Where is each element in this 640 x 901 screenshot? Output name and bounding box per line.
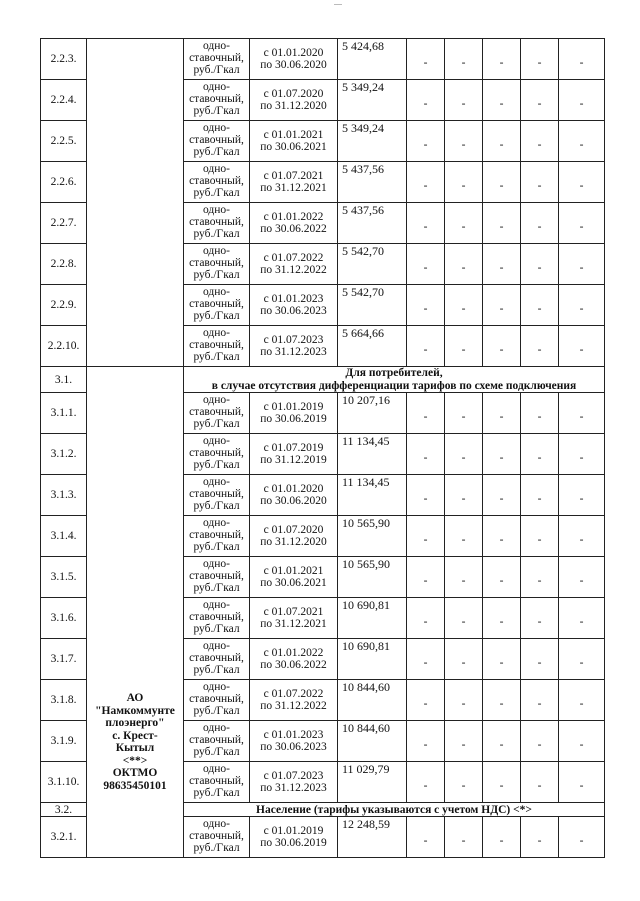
period-cell <box>250 203 338 244</box>
unit-line: одно- <box>202 763 230 775</box>
tariff-value: 10 690,81 <box>338 639 407 680</box>
empty-value-dash: - <box>445 639 483 680</box>
row-number: 2.2.6. <box>41 162 87 203</box>
unit-line: руб./Гкал <box>193 842 240 854</box>
empty-value-dash: - <box>407 393 445 434</box>
unit-line: ставочный, <box>189 134 244 146</box>
unit-cell <box>184 475 250 516</box>
period-cell <box>250 516 338 557</box>
period-cell <box>250 639 338 680</box>
period-cell <box>250 393 338 434</box>
period-end: по 31.12.2021 <box>260 618 327 630</box>
unit-line: одно- <box>202 286 230 298</box>
unit-line: одно- <box>202 163 230 175</box>
period-start: с 01.01.2021 <box>263 129 324 141</box>
section-header-row <box>41 367 605 393</box>
unit-line: руб./Гкал <box>193 623 240 635</box>
unit-line: руб./Гкал <box>193 541 240 553</box>
period-cell <box>250 80 338 121</box>
period-start: с 01.07.2020 <box>263 524 324 536</box>
organization-line: "Намкоммунте <box>95 704 175 717</box>
empty-value-dash: - <box>521 762 559 803</box>
row-number: 2.2.4. <box>41 80 87 121</box>
period-cell <box>250 162 338 203</box>
empty-value-dash: - <box>559 475 605 516</box>
tariff-value: 5 424,68 <box>338 39 407 80</box>
tariff-value: 5 437,56 <box>338 162 407 203</box>
empty-value-dash: - <box>407 80 445 121</box>
unit-line: одно- <box>202 599 230 611</box>
empty-value-dash: - <box>521 203 559 244</box>
period-cell <box>250 817 338 858</box>
empty-value-dash: - <box>407 326 445 367</box>
period-end: по 30.06.2019 <box>260 837 327 849</box>
empty-value-dash: - <box>407 203 445 244</box>
unit-cell <box>184 39 250 80</box>
unit-cell <box>184 598 250 639</box>
unit-line: ставочный, <box>189 52 244 64</box>
tariff-value: 5 349,24 <box>338 80 407 121</box>
period-end: по 31.12.2022 <box>260 700 327 712</box>
unit-line: руб./Гкал <box>193 664 240 676</box>
tariff-value: 12 248,59 <box>338 817 407 858</box>
empty-value-dash: - <box>483 39 521 80</box>
period-start: с 01.07.2019 <box>263 442 324 454</box>
empty-value-dash: - <box>483 557 521 598</box>
empty-value-dash: - <box>445 598 483 639</box>
empty-value-dash: - <box>521 39 559 80</box>
row-number: 3.1.10. <box>41 762 87 803</box>
empty-value-dash: - <box>445 162 483 203</box>
empty-value-dash: - <box>559 557 605 598</box>
empty-value-dash: - <box>521 817 559 858</box>
empty-value-dash: - <box>521 557 559 598</box>
tariff-value: 5 437,56 <box>338 203 407 244</box>
unit-line: ставочный, <box>189 447 244 459</box>
period-end: по 31.12.2021 <box>260 182 327 194</box>
unit-line: ставочный, <box>189 298 244 310</box>
unit-line: ставочный, <box>189 175 244 187</box>
unit-cell <box>184 393 250 434</box>
row-number: 2.2.8. <box>41 244 87 285</box>
period-start: с 01.01.2019 <box>263 825 324 837</box>
period-end: по 31.12.2023 <box>260 782 327 794</box>
empty-value-dash: - <box>559 516 605 557</box>
unit-line: руб./Гкал <box>193 705 240 717</box>
period-end: по 30.06.2021 <box>260 141 327 153</box>
unit-cell <box>184 557 250 598</box>
section-title-line: Для потребителей, <box>345 367 443 379</box>
tariff-value: 10 565,90 <box>338 516 407 557</box>
scan-speck <box>334 4 342 5</box>
empty-value-dash: - <box>407 285 445 326</box>
unit-line: ставочный, <box>189 611 244 623</box>
empty-value-dash: - <box>483 475 521 516</box>
period-cell <box>250 557 338 598</box>
empty-value-dash: - <box>559 639 605 680</box>
unit-line: одно- <box>202 435 230 447</box>
tariff-value: 11 029,79 <box>338 762 407 803</box>
unit-cell <box>184 721 250 762</box>
empty-value-dash: - <box>559 39 605 80</box>
tariff-value: 5 542,70 <box>338 244 407 285</box>
period-start: с 01.01.2022 <box>263 647 324 659</box>
empty-value-dash: - <box>407 162 445 203</box>
unit-line: одно- <box>202 818 230 830</box>
tariff-value: 10 207,16 <box>338 393 407 434</box>
unit-line: руб./Гкал <box>193 269 240 281</box>
empty-value-dash: - <box>559 817 605 858</box>
unit-line: руб./Гкал <box>193 582 240 594</box>
unit-cell <box>184 203 250 244</box>
empty-value-dash: - <box>407 244 445 285</box>
unit-line: одно- <box>202 122 230 134</box>
unit-line: ставочный, <box>189 257 244 269</box>
unit-cell <box>184 434 250 475</box>
empty-value-dash: - <box>521 721 559 762</box>
empty-value-dash: - <box>407 598 445 639</box>
empty-value-dash: - <box>483 203 521 244</box>
empty-value-dash: - <box>407 516 445 557</box>
section-number: 3.2. <box>41 803 87 817</box>
period-cell <box>250 285 338 326</box>
empty-value-dash: - <box>483 762 521 803</box>
period-end: по 31.12.2020 <box>260 536 327 548</box>
unit-line: руб./Гкал <box>193 500 240 512</box>
empty-value-dash: - <box>445 203 483 244</box>
period-cell <box>250 680 338 721</box>
empty-value-dash: - <box>407 680 445 721</box>
empty-value-dash: - <box>407 39 445 80</box>
unit-cell <box>184 162 250 203</box>
period-start: с 01.07.2021 <box>263 606 324 618</box>
row-number: 3.1.6. <box>41 598 87 639</box>
period-end: по 30.06.2019 <box>260 413 327 425</box>
empty-value-dash: - <box>483 162 521 203</box>
unit-line: одно- <box>202 327 230 339</box>
empty-value-dash: - <box>559 203 605 244</box>
empty-value-dash: - <box>559 285 605 326</box>
empty-value-dash: - <box>559 80 605 121</box>
organization-line: с. Крест- <box>112 729 158 742</box>
empty-value-dash: - <box>483 680 521 721</box>
unit-line: руб./Гкал <box>193 787 240 799</box>
tariff-value: 11 134,45 <box>338 475 407 516</box>
unit-line: руб./Гкал <box>193 105 240 117</box>
row-number: 2.2.7. <box>41 203 87 244</box>
empty-value-dash: - <box>483 516 521 557</box>
tariff-value: 10 844,60 <box>338 721 407 762</box>
empty-value-dash: - <box>521 162 559 203</box>
org-cell-blank <box>87 39 184 367</box>
empty-value-dash: - <box>521 121 559 162</box>
period-start: с 01.01.2023 <box>263 729 324 741</box>
empty-value-dash: - <box>521 516 559 557</box>
empty-value-dash: - <box>445 39 483 80</box>
organization-line: 98635450101 <box>103 779 167 792</box>
period-start: с 01.07.2023 <box>263 334 324 346</box>
empty-value-dash: - <box>559 762 605 803</box>
period-end: по 30.06.2020 <box>260 495 327 507</box>
row-number: 3.1.7. <box>41 639 87 680</box>
organization-line: <**> <box>122 754 148 767</box>
unit-cell <box>184 285 250 326</box>
empty-value-dash: - <box>483 326 521 367</box>
empty-value-dash: - <box>483 598 521 639</box>
empty-value-dash: - <box>483 121 521 162</box>
tariff-table-body <box>41 39 605 858</box>
period-start: с 01.01.2020 <box>263 483 324 495</box>
empty-value-dash: - <box>521 244 559 285</box>
period-end: по 30.06.2023 <box>260 741 327 753</box>
empty-value-dash: - <box>559 721 605 762</box>
row-number: 2.2.3. <box>41 39 87 80</box>
row-number: 3.1.4. <box>41 516 87 557</box>
unit-line: ставочный, <box>189 406 244 418</box>
unit-line: ставочный, <box>189 775 244 787</box>
period-end: по 30.06.2020 <box>260 59 327 71</box>
unit-line: руб./Гкал <box>193 746 240 758</box>
empty-value-dash: - <box>521 434 559 475</box>
period-start: с 01.01.2019 <box>263 401 324 413</box>
empty-value-dash: - <box>521 680 559 721</box>
empty-value-dash: - <box>483 434 521 475</box>
tariff-value: 5 664,66 <box>338 326 407 367</box>
empty-value-dash: - <box>483 80 521 121</box>
period-cell <box>250 434 338 475</box>
row-number: 3.1.8. <box>41 680 87 721</box>
period-cell <box>250 475 338 516</box>
empty-value-dash: - <box>483 393 521 434</box>
unit-line: одно- <box>202 394 230 406</box>
unit-cell <box>184 244 250 285</box>
row-number: 2.2.5. <box>41 121 87 162</box>
period-start: с 01.01.2023 <box>263 293 324 305</box>
empty-value-dash: - <box>483 244 521 285</box>
unit-line: одно- <box>202 517 230 529</box>
unit-line: одно- <box>202 558 230 570</box>
unit-line: одно- <box>202 476 230 488</box>
unit-line: ставочный, <box>189 830 244 842</box>
unit-line: ставочный, <box>189 570 244 582</box>
unit-line: руб./Гкал <box>193 310 240 322</box>
unit-line: руб./Гкал <box>193 459 240 471</box>
empty-value-dash: - <box>559 680 605 721</box>
empty-value-dash: - <box>483 817 521 858</box>
row-number: 3.1.3. <box>41 475 87 516</box>
row-number: 3.2.1. <box>41 817 87 858</box>
unit-line: руб./Гкал <box>193 418 240 430</box>
tariff-value: 11 134,45 <box>338 434 407 475</box>
empty-value-dash: - <box>559 326 605 367</box>
unit-line: одно- <box>202 722 230 734</box>
empty-value-dash: - <box>521 326 559 367</box>
period-end: по 31.12.2020 <box>260 100 327 112</box>
empty-value-dash: - <box>559 393 605 434</box>
period-cell <box>250 39 338 80</box>
row-number: 2.2.10. <box>41 326 87 367</box>
empty-value-dash: - <box>445 285 483 326</box>
empty-value-dash: - <box>559 162 605 203</box>
period-start: с 01.01.2020 <box>263 47 324 59</box>
unit-line: ставочный, <box>189 652 244 664</box>
tariff-value: 5 349,24 <box>338 121 407 162</box>
period-start: с 01.07.2023 <box>263 770 324 782</box>
empty-value-dash: - <box>407 434 445 475</box>
empty-value-dash: - <box>483 721 521 762</box>
empty-value-dash: - <box>407 557 445 598</box>
unit-line: ставочный, <box>189 93 244 105</box>
unit-line: одно- <box>202 245 230 257</box>
empty-value-dash: - <box>407 762 445 803</box>
empty-value-dash: - <box>483 639 521 680</box>
unit-line: ставочный, <box>189 216 244 228</box>
empty-value-dash: - <box>445 680 483 721</box>
unit-line: одно- <box>202 681 230 693</box>
tariff-value: 5 542,70 <box>338 285 407 326</box>
tariff-value: 10 565,90 <box>338 557 407 598</box>
unit-line: ставочный, <box>189 339 244 351</box>
empty-value-dash: - <box>407 475 445 516</box>
period-cell <box>250 598 338 639</box>
empty-value-dash: - <box>559 121 605 162</box>
empty-value-dash: - <box>521 639 559 680</box>
empty-value-dash: - <box>559 434 605 475</box>
unit-cell <box>184 762 250 803</box>
empty-value-dash: - <box>521 80 559 121</box>
organization-cell <box>87 367 184 858</box>
empty-value-dash: - <box>521 475 559 516</box>
unit-line: руб./Гкал <box>193 187 240 199</box>
empty-value-dash: - <box>559 244 605 285</box>
section-title-line: в случае отсутствия дифференциации тарифов по схеме подключения <box>211 379 577 392</box>
unit-cell <box>184 516 250 557</box>
section-number: 3.1. <box>41 367 87 393</box>
row-number: 3.1.9. <box>41 721 87 762</box>
empty-value-dash: - <box>445 475 483 516</box>
empty-value-dash: - <box>445 80 483 121</box>
period-cell <box>250 121 338 162</box>
empty-value-dash: - <box>445 817 483 858</box>
unit-cell <box>184 680 250 721</box>
empty-value-dash: - <box>407 639 445 680</box>
unit-line: руб./Гкал <box>193 146 240 158</box>
section-title <box>184 367 605 393</box>
period-end: по 30.06.2023 <box>260 305 327 317</box>
empty-value-dash: - <box>521 393 559 434</box>
empty-value-dash: - <box>407 817 445 858</box>
empty-value-dash: - <box>445 762 483 803</box>
unit-cell <box>184 639 250 680</box>
empty-value-dash: - <box>445 326 483 367</box>
unit-cell <box>184 121 250 162</box>
period-end: по 30.06.2022 <box>260 223 327 235</box>
empty-value-dash: - <box>445 393 483 434</box>
organization-line: плоэнерго" <box>105 717 165 729</box>
period-start: с 01.01.2022 <box>263 211 324 223</box>
row-number: 3.1.2. <box>41 434 87 475</box>
unit-cell <box>184 817 250 858</box>
unit-line: ставочный, <box>189 529 244 541</box>
period-start: с 01.07.2022 <box>263 688 324 700</box>
row-number: 2.2.9. <box>41 285 87 326</box>
unit-line: руб./Гкал <box>193 64 240 76</box>
unit-cell <box>184 80 250 121</box>
period-cell <box>250 326 338 367</box>
period-start: с 01.01.2021 <box>263 565 324 577</box>
unit-cell <box>184 326 250 367</box>
organization-line: АО <box>126 692 144 704</box>
row-number: 3.1.5. <box>41 557 87 598</box>
empty-value-dash: - <box>407 121 445 162</box>
unit-line: одно- <box>202 640 230 652</box>
unit-line: ставочный, <box>189 693 244 705</box>
empty-value-dash: - <box>483 285 521 326</box>
empty-value-dash: - <box>445 557 483 598</box>
empty-value-dash: - <box>559 598 605 639</box>
empty-value-dash: - <box>521 285 559 326</box>
organization-line: Кытыл <box>115 742 155 754</box>
period-end: по 31.12.2023 <box>260 346 327 358</box>
period-cell <box>250 244 338 285</box>
empty-value-dash: - <box>445 721 483 762</box>
period-end: по 30.06.2021 <box>260 577 327 589</box>
empty-value-dash: - <box>407 721 445 762</box>
unit-line: одно- <box>202 81 230 93</box>
period-end: по 31.12.2019 <box>260 454 327 466</box>
unit-line: руб./Гкал <box>193 351 240 363</box>
unit-line: ставочный, <box>189 488 244 500</box>
section-title: Население (тарифы указываются с учетом НДС) <*> <box>184 803 605 817</box>
unit-line: руб./Гкал <box>193 228 240 240</box>
table-row <box>41 39 605 80</box>
period-start: с 01.07.2020 <box>263 88 324 100</box>
organization-line: ОКТМО <box>112 767 158 779</box>
period-end: по 30.06.2022 <box>260 659 327 671</box>
period-cell <box>250 721 338 762</box>
empty-value-dash: - <box>445 244 483 285</box>
empty-value-dash: - <box>445 121 483 162</box>
empty-value-dash: - <box>445 516 483 557</box>
period-cell <box>250 762 338 803</box>
tariff-value: 10 690,81 <box>338 598 407 639</box>
unit-line: одно- <box>202 204 230 216</box>
tariff-table <box>40 38 605 858</box>
period-end: по 31.12.2022 <box>260 264 327 276</box>
unit-line: одно- <box>202 40 230 52</box>
unit-line: ставочный, <box>189 734 244 746</box>
period-start: с 01.07.2021 <box>263 170 324 182</box>
empty-value-dash: - <box>521 598 559 639</box>
row-number: 3.1.1. <box>41 393 87 434</box>
tariff-value: 10 844,60 <box>338 680 407 721</box>
empty-value-dash: - <box>445 434 483 475</box>
period-start: с 01.07.2022 <box>263 252 324 264</box>
